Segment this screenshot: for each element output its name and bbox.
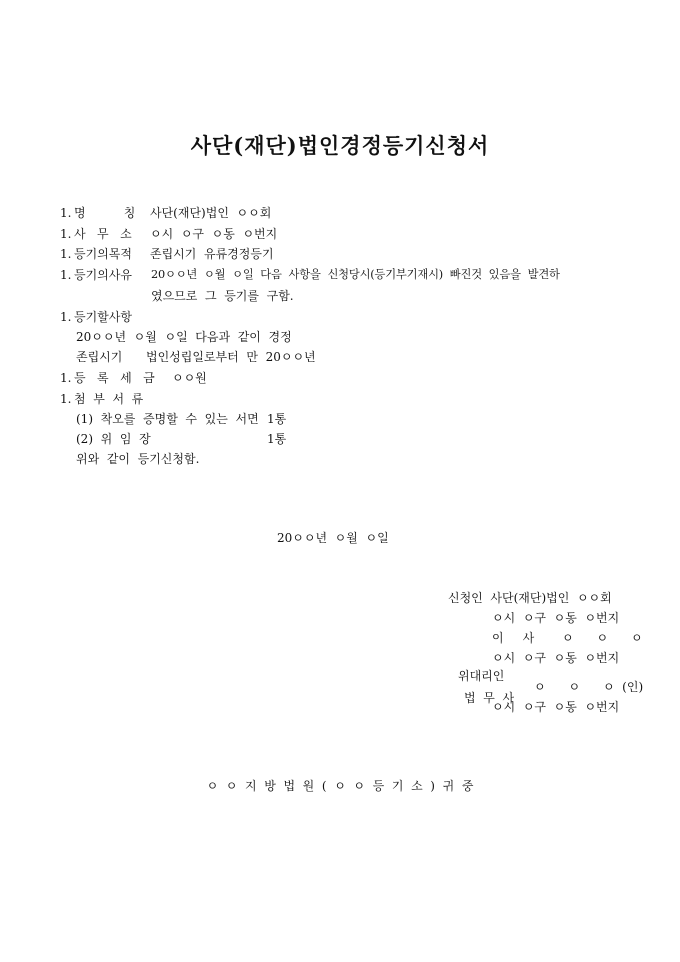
agent-label: 위대리인 — [458, 669, 505, 683]
agent-address: ㅇ시 ㅇ구 ㅇ동 ㅇ번지 — [492, 700, 620, 714]
addressee: ㅇ ㅇ 지 방 법 원 ( ㅇ ㅇ 등 기 소 ) 귀 중 — [206, 779, 474, 793]
matters-label: 등기할사항 — [74, 310, 132, 324]
name-value: 사단(재단)법인 ㅇㅇ회 — [150, 206, 272, 220]
director-name: ㅇ ㅇ ㅇ — [562, 631, 643, 645]
attachment-item-1: (1) 착오를 증명할 수 있는 서면 — [76, 412, 259, 426]
purpose-value: 존립시기 유류경정등기 — [150, 247, 274, 261]
office-label: 사 무 소 — [74, 227, 132, 241]
reason-line-2: 였으므로 그 등기를 구함. — [151, 289, 294, 303]
document-date: 20ㅇㅇ년 ㅇ월 ㅇ일 — [277, 531, 389, 545]
reason-line-1: 20ㅇㅇ년 ㅇ월 ㅇ일 다음 사항을 신청당시(등기부기재시) 빠진것 있음을 발견하 — [151, 268, 560, 281]
attachment-item-2: (2) 위 임 장 — [76, 432, 151, 446]
reason-label: 등기의사유 — [74, 268, 132, 282]
attachments-label: 첨 부 서 류 — [74, 392, 144, 406]
matters-line-2-value: 법인성립일로부터 만 20ㅇㅇ년 — [146, 350, 316, 364]
office-value: ㅇ시 ㅇ구 ㅇ동 ㅇ번지 — [150, 227, 278, 241]
closing-statement: 위와 같이 등기신청함. — [76, 452, 200, 466]
director-address: ㅇ시 ㅇ구 ㅇ동 ㅇ번지 — [492, 651, 620, 665]
tax-value: ㅇㅇ원 — [172, 371, 207, 385]
item-number: 1. — [60, 268, 72, 282]
purpose-label: 등기의목적 — [74, 247, 132, 261]
document-title: 사단(재단)법인경정등기신청서 — [190, 133, 490, 158]
matters-line-2-label: 존립시기 — [76, 350, 123, 364]
attachment-count-2: 1통 — [267, 432, 287, 446]
tax-label: 등 록 세 금 — [74, 371, 155, 385]
item-number: 1. — [60, 206, 72, 220]
applicant-label: 신청인 사단(재단)법인 ㅇㅇ회 — [448, 591, 612, 605]
director-label: 이 사 — [492, 631, 535, 645]
item-number: 1. — [60, 247, 72, 261]
item-number: 1. — [60, 392, 72, 406]
name-label: 명 칭 — [74, 206, 136, 220]
item-number: 1. — [60, 310, 72, 324]
agent-name: ㅇ ㅇ ㅇ (인) — [534, 680, 644, 694]
attachment-count-1: 1통 — [267, 412, 287, 426]
item-number: 1. — [60, 371, 72, 385]
matters-line-1: 20ㅇㅇ년 ㅇ월 ㅇ일 다음과 같이 경정 — [76, 330, 292, 344]
item-number: 1. — [60, 227, 72, 241]
agent-type: 법 무 사 — [464, 691, 515, 705]
applicant-address: ㅇ시 ㅇ구 ㅇ동 ㅇ번지 — [492, 611, 620, 625]
